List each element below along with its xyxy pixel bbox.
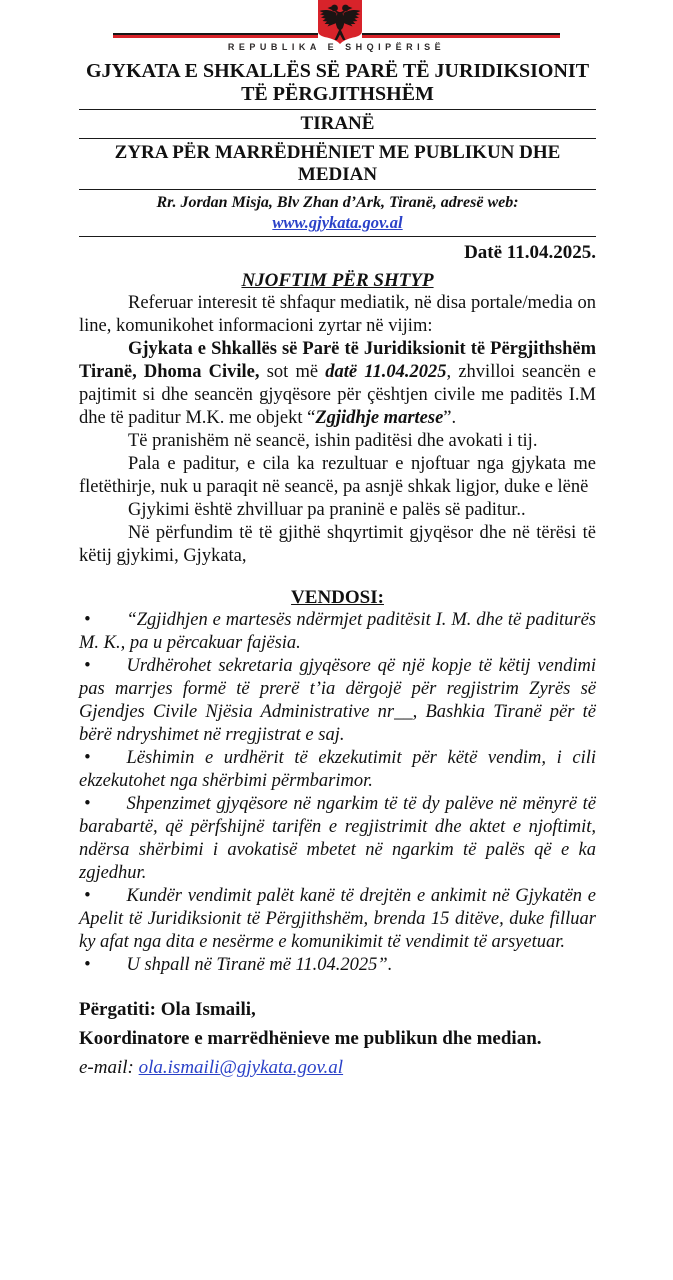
date-line: Datë 11.04.2025. — [464, 242, 596, 263]
press-release-title: NJOFTIM PËR SHTYP — [241, 270, 434, 291]
court-title-line1: GJYKATA E SHKALLËS SË PARË TË JURIDIKSIONIT — [85, 60, 590, 82]
email-label: e-mail: — [79, 1057, 139, 1078]
address-line: Rr. Jordan Misja, Blv Zhan d’Ark, Tiranë, adresë web: — [156, 194, 519, 211]
case-paragraph — [79, 338, 596, 430]
decision-bullet — [79, 793, 596, 885]
case-mid1: sot më — [259, 362, 326, 382]
decision-bullet — [79, 655, 596, 747]
bullet-icon: • — [84, 656, 91, 676]
document-footer — [79, 999, 596, 1079]
bullet-icon: • — [84, 748, 91, 768]
body-paragraph: Në përfundim të të gjithë shqyrtimit gjyqësor dhe në tërësi të këtij gjykimi, Gjykata, — [79, 523, 596, 566]
case-object: Zgjidhje martese — [315, 408, 444, 428]
decision-bullet — [79, 954, 596, 977]
website-link[interactable]: www.gjykata.gov.al — [272, 213, 403, 232]
city-title: TIRANË — [300, 113, 375, 134]
email-line — [79, 1057, 596, 1079]
office-title — [79, 142, 596, 186]
bullet-icon: • — [84, 955, 91, 975]
decision-bullet-text: Shpenzimet gjyqësore në ngarkim të të dy palëve në mënyrë të barabartë, që përfshijnë tarifën e regjistrimit dhe aktet e njoftimit, ndërsa shërbimi i avokatisë mbetet në ngarkim të palës që e ka zgjedhur. — [79, 794, 596, 883]
case-lead: Gjykata e Shkallës së Parë të Juridiksionit të Përgjithshëm Tiranë, Dhoma Civile, — [79, 339, 596, 382]
case-mid2: , zhvilloi seancën e pajtimit si dhe seancën gjyqësore për çështjen civile me paditës I.M dhe të paditur M.K. me objekt “ — [79, 362, 596, 428]
albanian-eagle-emblem-icon — [317, 0, 363, 44]
decision-bullet-text: Lëshimin e urdhërit të ekzekutimit për këtë vendim, i cili ekzekutohet nga shërbimi përmbarimor. — [79, 748, 596, 791]
header-divider — [79, 138, 596, 139]
header-flag-line-left — [113, 33, 318, 38]
intro-paragraph: Referuar interesit të shfaqur mediatik, në disa portale/media on line, komunikohet informacioni zyrtar në vijim: — [79, 293, 596, 336]
case-tail: ”. — [443, 408, 457, 428]
case-date: datë 11.04.2025 — [325, 362, 447, 382]
bullet-icon: • — [84, 610, 91, 630]
website-line — [79, 213, 596, 233]
decision-bullet-text: “Zgjidhjen e martesës ndërmjet paditësit I. M. dhe të paditurës M. K., pa u përcakuar fajësia. — [79, 610, 596, 653]
header-divider — [79, 236, 596, 237]
body-paragraph: Të pranishëm në seancë, ishin paditësi dhe avokati i tij. — [128, 431, 538, 451]
decision-bullet-text: Urdhërohet sekretaria gjyqësore që një kopje të këtij vendimi pas marrjes formë të prerë t’ia dërgojë për regjistrim Zyrës së Gjendjes Civile Njësia Administrative nr__, Bashkia Tiranë për të bërë ndryshimet në rregjistrat e saj. — [79, 656, 596, 745]
court-title-line2: TË PËRGJITHSHËM — [241, 83, 434, 105]
body-paragraph: Pala e paditur, e cila ka rezultuar e njoftuar nga gjykata me fletëthirje, nuk u paraqit në seancë, pa asnjë shkak ligjor, duke e lënë — [79, 454, 596, 497]
document-body — [79, 292, 596, 977]
email-link[interactable]: ola.ismaili@gjykata.gov.al — [138, 1057, 344, 1078]
decision-bullet — [79, 609, 596, 655]
decision-bullet — [79, 747, 596, 793]
decision-bullet — [79, 885, 596, 954]
header-divider — [79, 189, 596, 190]
court-title — [79, 60, 596, 106]
decision-bullet-text: U shpall në Tiranë më 11.04.2025”. — [126, 955, 393, 975]
coordinator-role: Koordinatore e marrëdhënieve me publikun dhe median. — [79, 1028, 542, 1049]
prepared-by: Përgatiti: Ola Ismaili, — [79, 999, 256, 1020]
header-divider — [79, 109, 596, 110]
header-flag-line-right — [362, 33, 560, 38]
emblem-band — [0, 0, 673, 54]
body-paragraph: Gjykimi është zhvilluar pa praninë e palës së paditur.. — [128, 500, 526, 520]
decision-heading: VENDOSI: — [291, 587, 384, 608]
bullet-icon: • — [84, 794, 91, 814]
office-title-line2: MEDIAN — [297, 164, 378, 185]
bullet-icon: • — [84, 886, 91, 906]
republic-label: REPUBLIKA E SHQIPËRISË — [227, 42, 446, 52]
office-title-line1: ZYRA PËR MARRËDHËNIET ME PUBLIKUN DHE — [114, 142, 561, 163]
decision-bullet-text: Kundër vendimit palët kanë të drejtën e ankimit në Gjykatën e Apelit të Juridiksionit të Përgjithshëm, brenda 15 ditëve, duke filluar ky afat nga dita e nesërme e komunikimit të vendimit të arsyetuar. — [79, 886, 596, 952]
